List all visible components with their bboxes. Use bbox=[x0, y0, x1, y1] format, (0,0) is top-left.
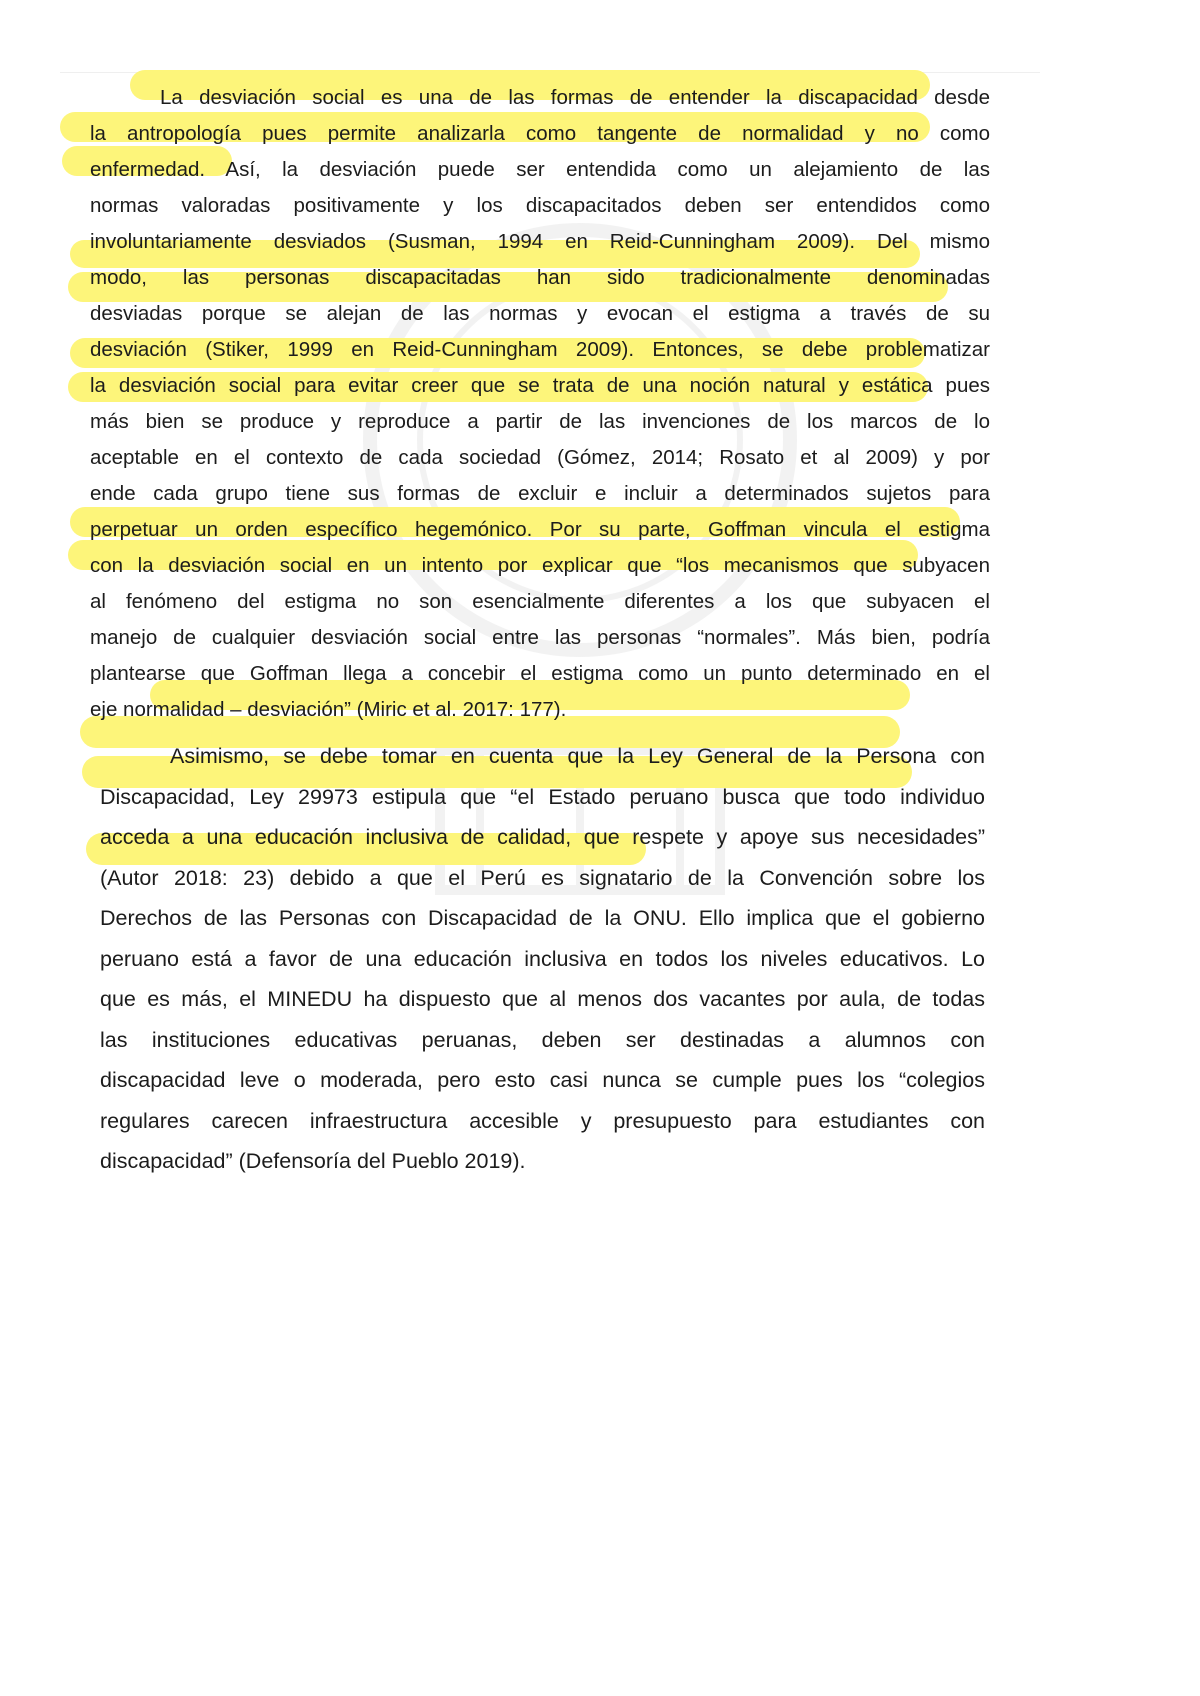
highlighted-text: modo, las personas discapacitadas han sido tradicionalmente denominadas bbox=[90, 266, 990, 289]
text-line bbox=[90, 260, 990, 296]
text-segment: Más bien, podría bbox=[800, 626, 990, 649]
highlighted-text: enfermedad. bbox=[90, 158, 206, 181]
text-line bbox=[100, 898, 985, 939]
text-segment: discapacidad leve o moderada, pero esto casi nunca se cumple pues los “colegios bbox=[100, 1068, 985, 1092]
highlighted-text: La desviación social es una de las formas de entender la discapacidad desde bbox=[160, 86, 990, 109]
text-line bbox=[90, 296, 990, 332]
text-segment: eje normalidad – desviación” (Miric et al. 2017: 177). bbox=[90, 698, 567, 721]
text-segment: perpetuar un orden específico hegemónico. bbox=[90, 518, 533, 541]
text-segment: ende cada grupo tiene sus formas de excluir e incluir a determinados sujetos para bbox=[90, 482, 990, 505]
highlighted-text: la desviación social para evitar creer que se trata de una noción natural y estática pues bbox=[90, 374, 990, 397]
text-line bbox=[100, 1101, 985, 1142]
text-line bbox=[100, 1020, 985, 1061]
text-line bbox=[90, 512, 990, 548]
paragraph-2 bbox=[100, 736, 985, 1182]
text-segment: involuntariamente desviados (Susman, 1994 en Reid-Cunningham 2009). bbox=[90, 230, 856, 253]
text-line bbox=[100, 858, 985, 899]
text-line bbox=[100, 1141, 985, 1182]
text-segment: peruano está a favor de una educación inclusiva en todos los niveles educativos. Lo bbox=[100, 946, 985, 971]
highlighted-text: desviación bbox=[90, 338, 187, 361]
text-line bbox=[90, 188, 990, 224]
text-line bbox=[100, 777, 985, 818]
highlighted-text: desviadas porque se alejan de las normas y evocan el estigma a través de su bbox=[90, 302, 990, 325]
text-segment: (Autor 2018: 23) bbox=[100, 865, 275, 890]
highlighted-text: Asimismo, se debe tomar en cuenta que la Ley General de la Persona con bbox=[170, 744, 985, 768]
text-segment: (Gómez, 2014; Rosato et al 2009) y por bbox=[541, 446, 991, 469]
highlighted-text: con la desviación social en un intento por explicar que “los mecanismos que subyacen bbox=[90, 554, 990, 577]
highlighted-text: Entonces, se debe problematizar bbox=[634, 338, 990, 361]
text-line bbox=[90, 368, 990, 404]
text-line bbox=[90, 116, 990, 152]
text-segment: (Stiker, 1999 en Reid-Cunningham 2009). bbox=[186, 338, 635, 361]
text-segment: las instituciones educativas peruanas, deben ser destinadas a alumnos con bbox=[100, 1027, 985, 1052]
text-line bbox=[100, 817, 985, 858]
text-line bbox=[90, 548, 990, 584]
highlighted-text: la antropología pues permite analizarla como tangente de normalidad y no como bbox=[90, 122, 990, 145]
highlighted-text: Discapacidad, Ley 29973 estipula que “el Estado peruano busca que todo individuo bbox=[100, 784, 985, 809]
text-line bbox=[90, 440, 990, 476]
highlighted-text: aceptable en el contexto de cada sociedad bbox=[90, 446, 542, 469]
text-segment: plantearse que Goffman llega a concebir el estigma como un punto determinado en el bbox=[90, 662, 990, 685]
text-segment: Así, la desviación puede ser entendida como un alejamiento de las bbox=[205, 158, 990, 181]
text-line bbox=[100, 939, 985, 980]
text-line bbox=[100, 979, 985, 1020]
text-line bbox=[90, 692, 990, 728]
text-line bbox=[90, 656, 990, 692]
highlighted-text: Por su parte, Goffman vincula el estigma bbox=[532, 518, 990, 541]
text-line bbox=[90, 332, 990, 368]
text-line bbox=[90, 620, 990, 656]
text-line bbox=[90, 404, 990, 440]
highlighted-text: debido a que el Perú es signatario de la Convención sobre los bbox=[274, 865, 985, 890]
highlighted-text: al fenómeno del estigma no son esencialmente diferentes a los que subyacen el bbox=[90, 590, 990, 613]
highlighted-text: acceda a una educación inclusiva de calidad, que respete y apoye sus necesidades” bbox=[100, 825, 985, 849]
text-segment: Ello implica que el gobierno bbox=[686, 906, 985, 930]
text-line bbox=[90, 80, 990, 116]
text-line bbox=[90, 224, 990, 260]
text-line bbox=[90, 476, 990, 512]
text-segment: que es más, el MINEDU ha dispuesto que al menos dos vacantes por aula, de todas bbox=[100, 987, 985, 1011]
text-line bbox=[90, 584, 990, 620]
highlighted-text: Derechos de las Personas con Discapacidad de la ONU. bbox=[100, 906, 687, 930]
paragraph-1 bbox=[90, 80, 990, 728]
highlighted-text: Del mismo bbox=[855, 230, 990, 253]
text-line bbox=[100, 1060, 985, 1101]
text-line bbox=[90, 152, 990, 188]
text-segment: normas valoradas positivamente y los discapacitados deben ser entendidos como bbox=[90, 194, 990, 217]
text-segment: discapacidad” (Defensoría del Pueblo 2019). bbox=[100, 1149, 526, 1173]
highlighted-text: más bien se produce y reproduce a partir de las invenciones de los marcos de lo bbox=[90, 410, 990, 433]
text-line bbox=[100, 736, 985, 777]
highlighted-text: manejo de cualquier desviación social entre las personas “normales”. bbox=[90, 626, 801, 649]
text-segment: regulares carecen infraestructura accesible y presupuesto para estudiantes con bbox=[100, 1108, 985, 1133]
